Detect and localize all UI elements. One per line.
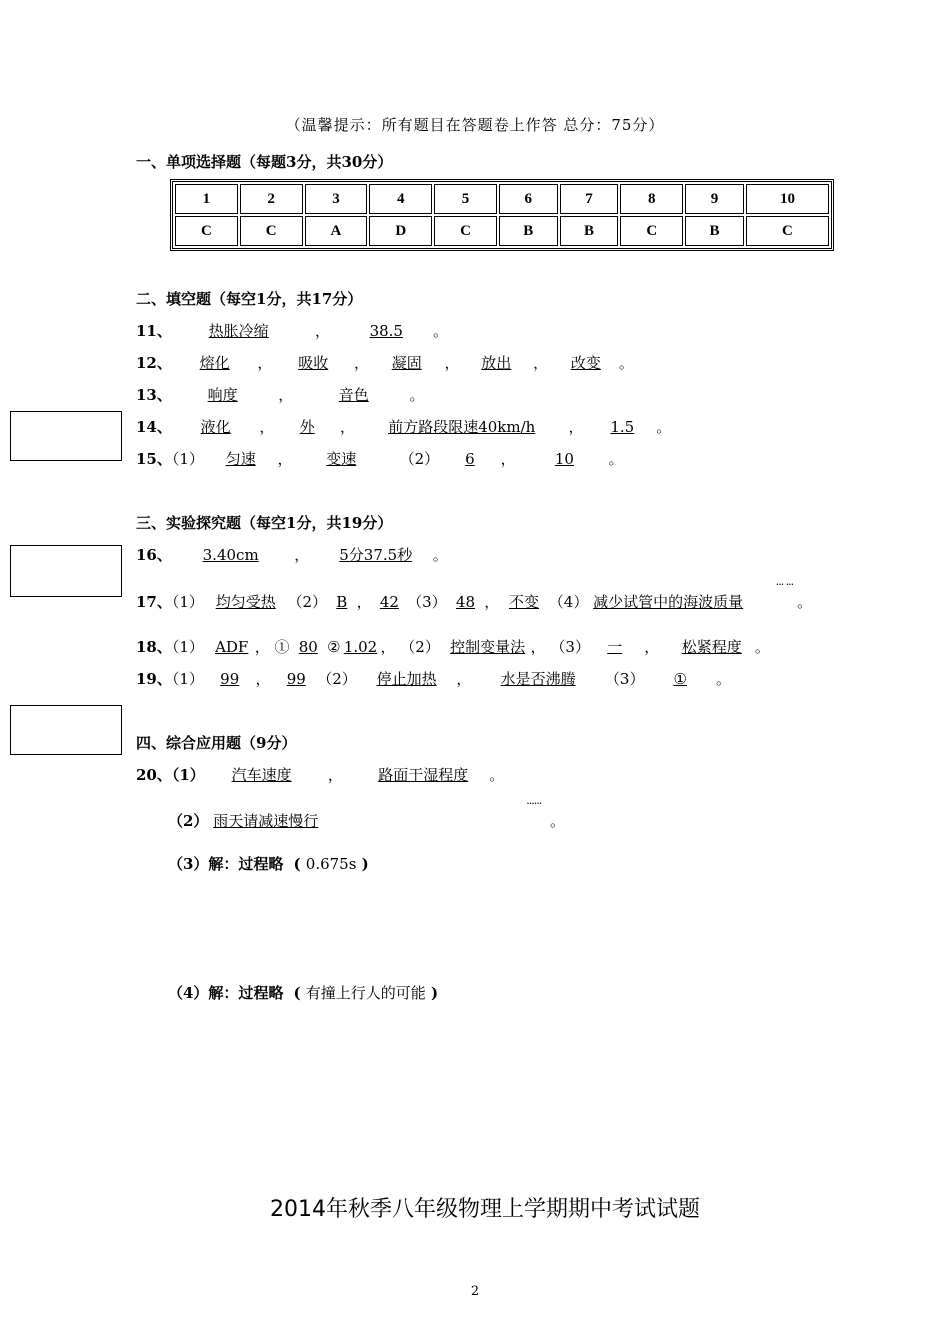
answer-cell: D — [369, 216, 432, 246]
question-20-part-4: （4）解：过程略 ( 有撞上行人的可能 ) — [168, 984, 439, 1002]
answer-cell: C — [620, 216, 683, 246]
answer-cell: B — [499, 216, 558, 246]
page-number: 2 — [470, 1284, 480, 1299]
answer-blank: 响度 — [207, 386, 238, 404]
question-20-part-1: 20、（1） 汽车速度 ， 路面干湿程度 。 — [136, 766, 505, 784]
answer-blank: 水是否沸腾 — [500, 670, 576, 688]
answer-value: 0.675s — [305, 855, 357, 873]
question-number: 5 — [434, 184, 497, 214]
answer-blank: 凝固 — [391, 354, 422, 372]
answer-blank: 控制变量法 — [450, 638, 526, 656]
answer-cell: B — [685, 216, 744, 246]
exam-title: 2014年秋季八年级物理上学期期中考试试题 — [270, 1197, 700, 1222]
answer-blank: 外 — [299, 418, 315, 436]
question-number: 1 — [175, 184, 238, 214]
question-15: 15、（1） 匀速 ， 变速 （2） 6 ， 10 。 — [136, 450, 624, 468]
answer-blank: 80 — [298, 638, 318, 656]
answer-blank: 99 — [286, 670, 306, 688]
answer-blank: 液化 — [200, 418, 231, 436]
section-4-title: 四、综合应用题（9分） — [136, 734, 297, 752]
answer-key-table — [170, 179, 834, 251]
table-row — [175, 184, 829, 214]
answer-blank: ··· ··· 减少试管中的海波质量 — [593, 591, 797, 612]
answer-blank: 48 — [455, 593, 476, 611]
question-20-part-2: （2） ······ 雨天请减速慢行 。 — [168, 810, 565, 831]
question-number: 2 — [240, 184, 303, 214]
score-box — [10, 545, 122, 597]
question-17: 17、（1） 均匀受热 （2） B ， 42 （3） 48 ， 不变 （4） ··· ··· 减少试管中的海波质量 。 — [136, 591, 812, 612]
answer-blank: 不变 — [509, 593, 540, 611]
question-12: 12、 熔化 ， 吸收 ， 凝固 ， 放出 ， 改变 。 — [136, 354, 634, 372]
answer-cell: A — [305, 216, 368, 246]
answer-cell: C — [240, 216, 303, 246]
question-number: 3 — [305, 184, 368, 214]
answer-blank: 吸收 — [298, 354, 329, 372]
question-number: 7 — [560, 184, 619, 214]
answer-blank: 放出 — [481, 354, 512, 372]
answer-cell: C — [175, 216, 238, 246]
answer-blank: 99 — [220, 670, 240, 688]
question-number: 9 — [685, 184, 744, 214]
answer-blank: 5分37.5秒 — [339, 546, 413, 564]
question-14: 14、 液化 ， 外 ， 前方路段限速40km/h ， 1.5 。 — [136, 418, 672, 436]
answer-blank: 均匀受热 — [215, 593, 276, 611]
answer-blank: 一 — [607, 638, 623, 656]
question-19: 19、（1） 99 ， 99 （2） 停止加热 ， 水是否沸腾 （3） ① 。 — [136, 670, 732, 688]
question-18: 18、（1） ADF ， ① 80 ② 1.02 ， （2） 控制变量法 ， （3） 一 ， 松紧程度 。 — [136, 638, 770, 656]
answer-blank: 汽车速度 — [231, 766, 292, 784]
answer-blank: 42 — [379, 593, 399, 611]
question-16: 16、 3.40cm ， 5分37.5秒 。 — [136, 546, 448, 564]
answer-blank: 改变 — [570, 354, 601, 372]
section-1-title: 一、单项选择题（每题3分，共30分） — [136, 153, 393, 171]
answer-blank: 松紧程度 — [681, 638, 742, 656]
section-2-title: 二、填空题（每空1分，共17分） — [136, 290, 363, 308]
answer-blank: 热胀冷缩 — [208, 322, 269, 340]
answer-blank: 匀速 — [225, 450, 256, 468]
answer-blank: 6 — [465, 450, 475, 468]
question-number: 4 — [369, 184, 432, 214]
answer-blank: 音色 — [338, 386, 369, 404]
answer-blank: 1.02 — [343, 638, 378, 656]
question-11: 11、 热胀冷缩 ， 38.5 。 — [136, 322, 449, 340]
answer-blank: B — [336, 593, 348, 611]
answer-blank: ADF — [215, 638, 249, 656]
tip-text: （温馨提示：所有题目在答题卷上作答 总分：75分） — [285, 116, 665, 134]
answer-blank: 变速 — [326, 450, 357, 468]
answer-cell: C — [746, 216, 829, 246]
score-box — [10, 705, 122, 755]
answer-cell: C — [434, 216, 497, 246]
question-number: 10 — [746, 184, 829, 214]
table-row — [175, 216, 829, 246]
answer-blank: 停止加热 — [376, 670, 437, 688]
answer-blank: 1.5 — [610, 418, 635, 436]
question-number: 6 — [499, 184, 558, 214]
section-3-title: 三、实验探究题（每空1分，共19分） — [136, 514, 393, 532]
answer-blank: 38.5 — [369, 322, 403, 340]
answer-blank: 3.40cm — [202, 546, 259, 564]
question-13: 13、 响度 ， 音色 。 — [136, 386, 425, 404]
question-number: 8 — [620, 184, 683, 214]
question-20-part-3: （3）解：过程略 ( 0.675s ) — [168, 855, 369, 873]
answer-blank: ······ 雨天请减速慢行 — [213, 810, 545, 831]
answer-cell: B — [560, 216, 619, 246]
answer-blank: ① — [673, 670, 687, 688]
answer-blank: 熔化 — [199, 354, 230, 372]
score-box — [10, 411, 122, 461]
answer-blank: 前方路段限速40km/h — [388, 418, 536, 436]
answer-blank: 路面干湿程度 — [378, 766, 469, 784]
answer-value: 有撞上行人的可能 — [305, 984, 426, 1002]
answer-blank: 10 — [554, 450, 574, 468]
